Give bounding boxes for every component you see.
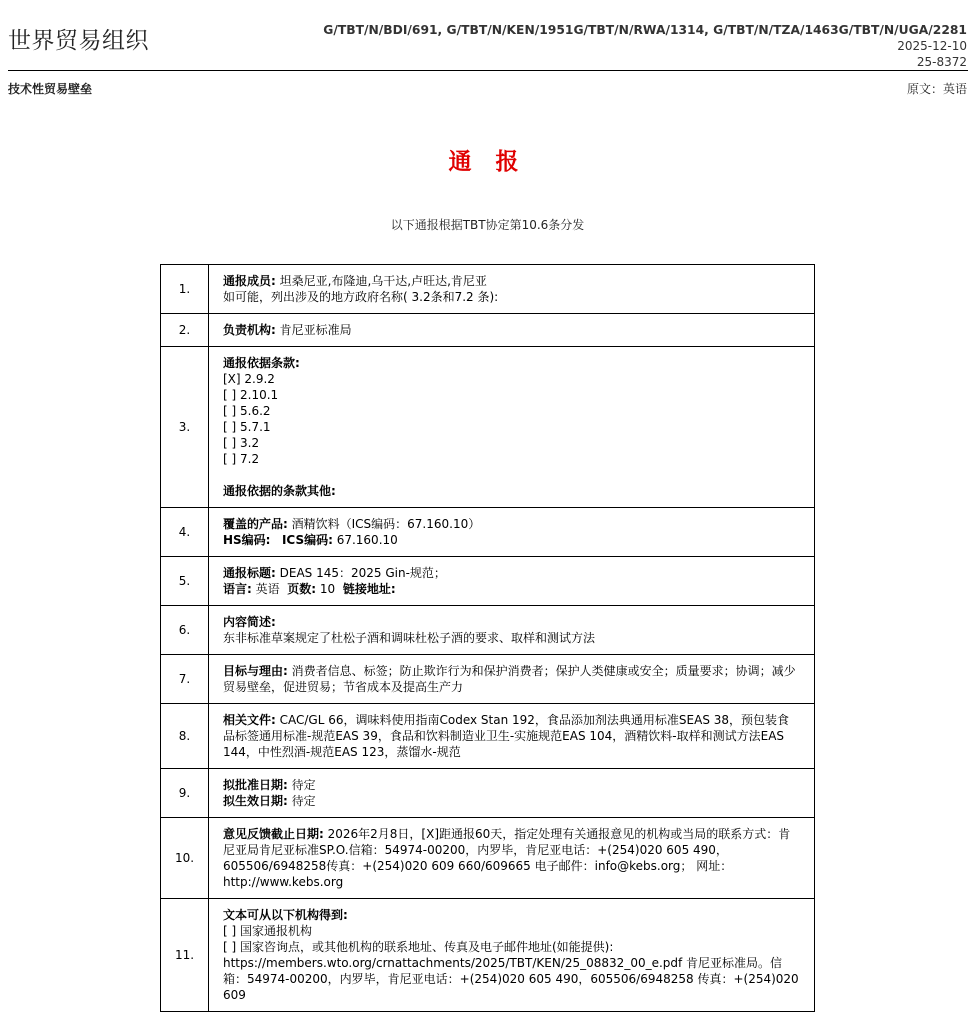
notification-title: 通 报 [448,149,527,175]
field-value: https://members.wto.org/crnattachments/2025/TBT/KEN/25_08832_00_e.pdf 肯尼亚标准局。信箱：54974-00200，内罗毕，肯尼亚电话：+(254)020 605 490，605506/6948258 传真：+(254)020 609 [223,956,799,1002]
document-number: 25-8372 [916,55,967,69]
header-divider [8,70,968,71]
field-value: 东非标准草案规定了杜松子酒和调味杜松子酒的要求、取样和测试方法 [223,631,596,645]
checkbox-option: [ ] 国家咨询点，或其他机构的联系地址、传真及电子邮件地址(如能提供): [223,940,614,954]
document-date: 2025-12-10 [897,39,967,53]
table-row [161,347,815,508]
field-label: 通报依据条款: [223,356,300,370]
field-label: 覆盖的产品: [223,517,288,531]
field-label: 相关文件: [223,713,276,727]
table-row [161,818,815,899]
row-number: 11. [161,899,209,1012]
row-number: 3. [161,347,209,508]
field-value: 消费者信息、标签；防止欺诈行为和保护消费者；保护人类健康或安全；质量要求；协调；减少贸易壁垒，促进贸易；节省成本及提高生产力 [223,664,796,694]
field-value: 酒精饮料（ICS编码：67.160.10） [287,517,481,531]
field-value: 坦桑尼亚,布隆迪,乌干达,卢旺达,肯尼亚 [275,274,487,288]
field-label: 通报标题: [223,566,276,580]
field-label: 通报成员: [223,274,276,288]
row-content [209,769,815,818]
row-number: 9. [161,769,209,818]
checkbox-option: [ ] 2.10.1 [223,388,279,402]
table-row [161,606,815,655]
row-number: 1. [161,265,209,314]
row-content [209,606,815,655]
field-value: 肯尼亚标准局 [275,323,352,337]
checkbox-option: [ ] 国家通报机构 [223,924,312,938]
checkbox-option: [X] 2.9.2 [223,372,275,386]
checkbox-option: [ ] 5.6.2 [223,404,271,418]
field-value: 67.160.10 [332,533,398,547]
row-number: 6. [161,606,209,655]
document-symbol: G/TBT/N/BDI/691, G/TBT/N/KEN/1951G/TBT/N/RWA/1314, G/TBT/N/TZA/1463G/TBT/N/UGA/2281 [323,23,967,37]
field-note: 如可能，列出涉及的地方政府名称( 3.2条和7.2 条): [223,290,499,304]
row-content [209,704,815,769]
notification-subtitle: 以下通报根据TBT协定第10.6条分发 [390,218,585,232]
committee-name: 技术性贸易壁垒 [8,82,93,96]
row-number: 7. [161,655,209,704]
field-value: 待定 [287,794,316,808]
checkbox-option: [ ] 3.2 [223,436,260,450]
row-number: 8. [161,704,209,769]
field-label: ICS编码: [281,533,333,547]
checkbox-option: [ ] 7.2 [223,452,260,466]
row-number: 4. [161,508,209,557]
field-label: HS编码: [223,533,271,547]
organization-name: 世界贸易组织 [8,28,149,54]
field-label: 语言: [223,582,252,596]
field-label: 拟批准日期: [223,778,288,792]
field-value: 2026年2月8日，[X]距通报60天，指定处理有关通报意见的机构或当局的联系方式：肯尼亚局肯尼亚标准SP.O.信箱：54974-00200，内罗毕，肯尼亚电话：+(254)020 605 490，605506/6948258传真：+(254)020 609 660/609665 电子邮件：info@kebs.org； 网址：http://www.kebs.org [223,827,791,889]
checkbox-option: [ ] 5.7.1 [223,420,271,434]
field-label: 文本可从以下机构得到: [223,908,348,922]
field-value: 待定 [287,778,316,792]
field-value: CAC/GL 66，调味料使用指南Codex Stan 192，食品添加剂法典通用标准SEAS 38，预包装食品标签通用标准-规范EAS 39，食品和饮料制造业卫生-实施规范EAS 104，酒精饮料-取样和测试方法EAS 144，中性烈酒-规范EAS 123，蒸馏水-规范 [223,713,790,759]
row-number: 2. [161,314,209,347]
table-row [161,655,815,704]
field-value: DEAS 145：2025 Gin-规范； [275,566,446,580]
row-content [209,899,815,1012]
field-label: 页数: [287,582,317,596]
table-row [161,704,815,769]
row-content [209,655,815,704]
field-label: 内容简述: [223,615,276,629]
row-content [209,265,815,314]
field-label: 链接地址: [342,582,396,596]
row-content [209,508,815,557]
row-content [209,314,815,347]
field-label: 拟生效日期: [223,794,288,808]
field-value: 英语 [251,582,280,596]
document-header [0,0,975,72]
table-row [161,314,815,347]
original-language: 原文：英语 [906,82,967,96]
field-value: 10 [316,582,336,596]
notification-table [160,264,815,1012]
field-label: 意见反馈截止日期: [223,827,324,841]
row-number: 10. [161,818,209,899]
table-row [161,265,815,314]
field-label: 目标与理由: [223,664,288,678]
row-content [209,347,815,508]
row-number: 5. [161,557,209,606]
row-content [209,818,815,899]
field-label: 通报依据的条款其他: [223,484,336,498]
table-row [161,769,815,818]
table-row [161,899,815,1012]
row-content [209,557,815,606]
field-label: 负责机构: [223,323,276,337]
table-row [161,508,815,557]
table-row [161,557,815,606]
